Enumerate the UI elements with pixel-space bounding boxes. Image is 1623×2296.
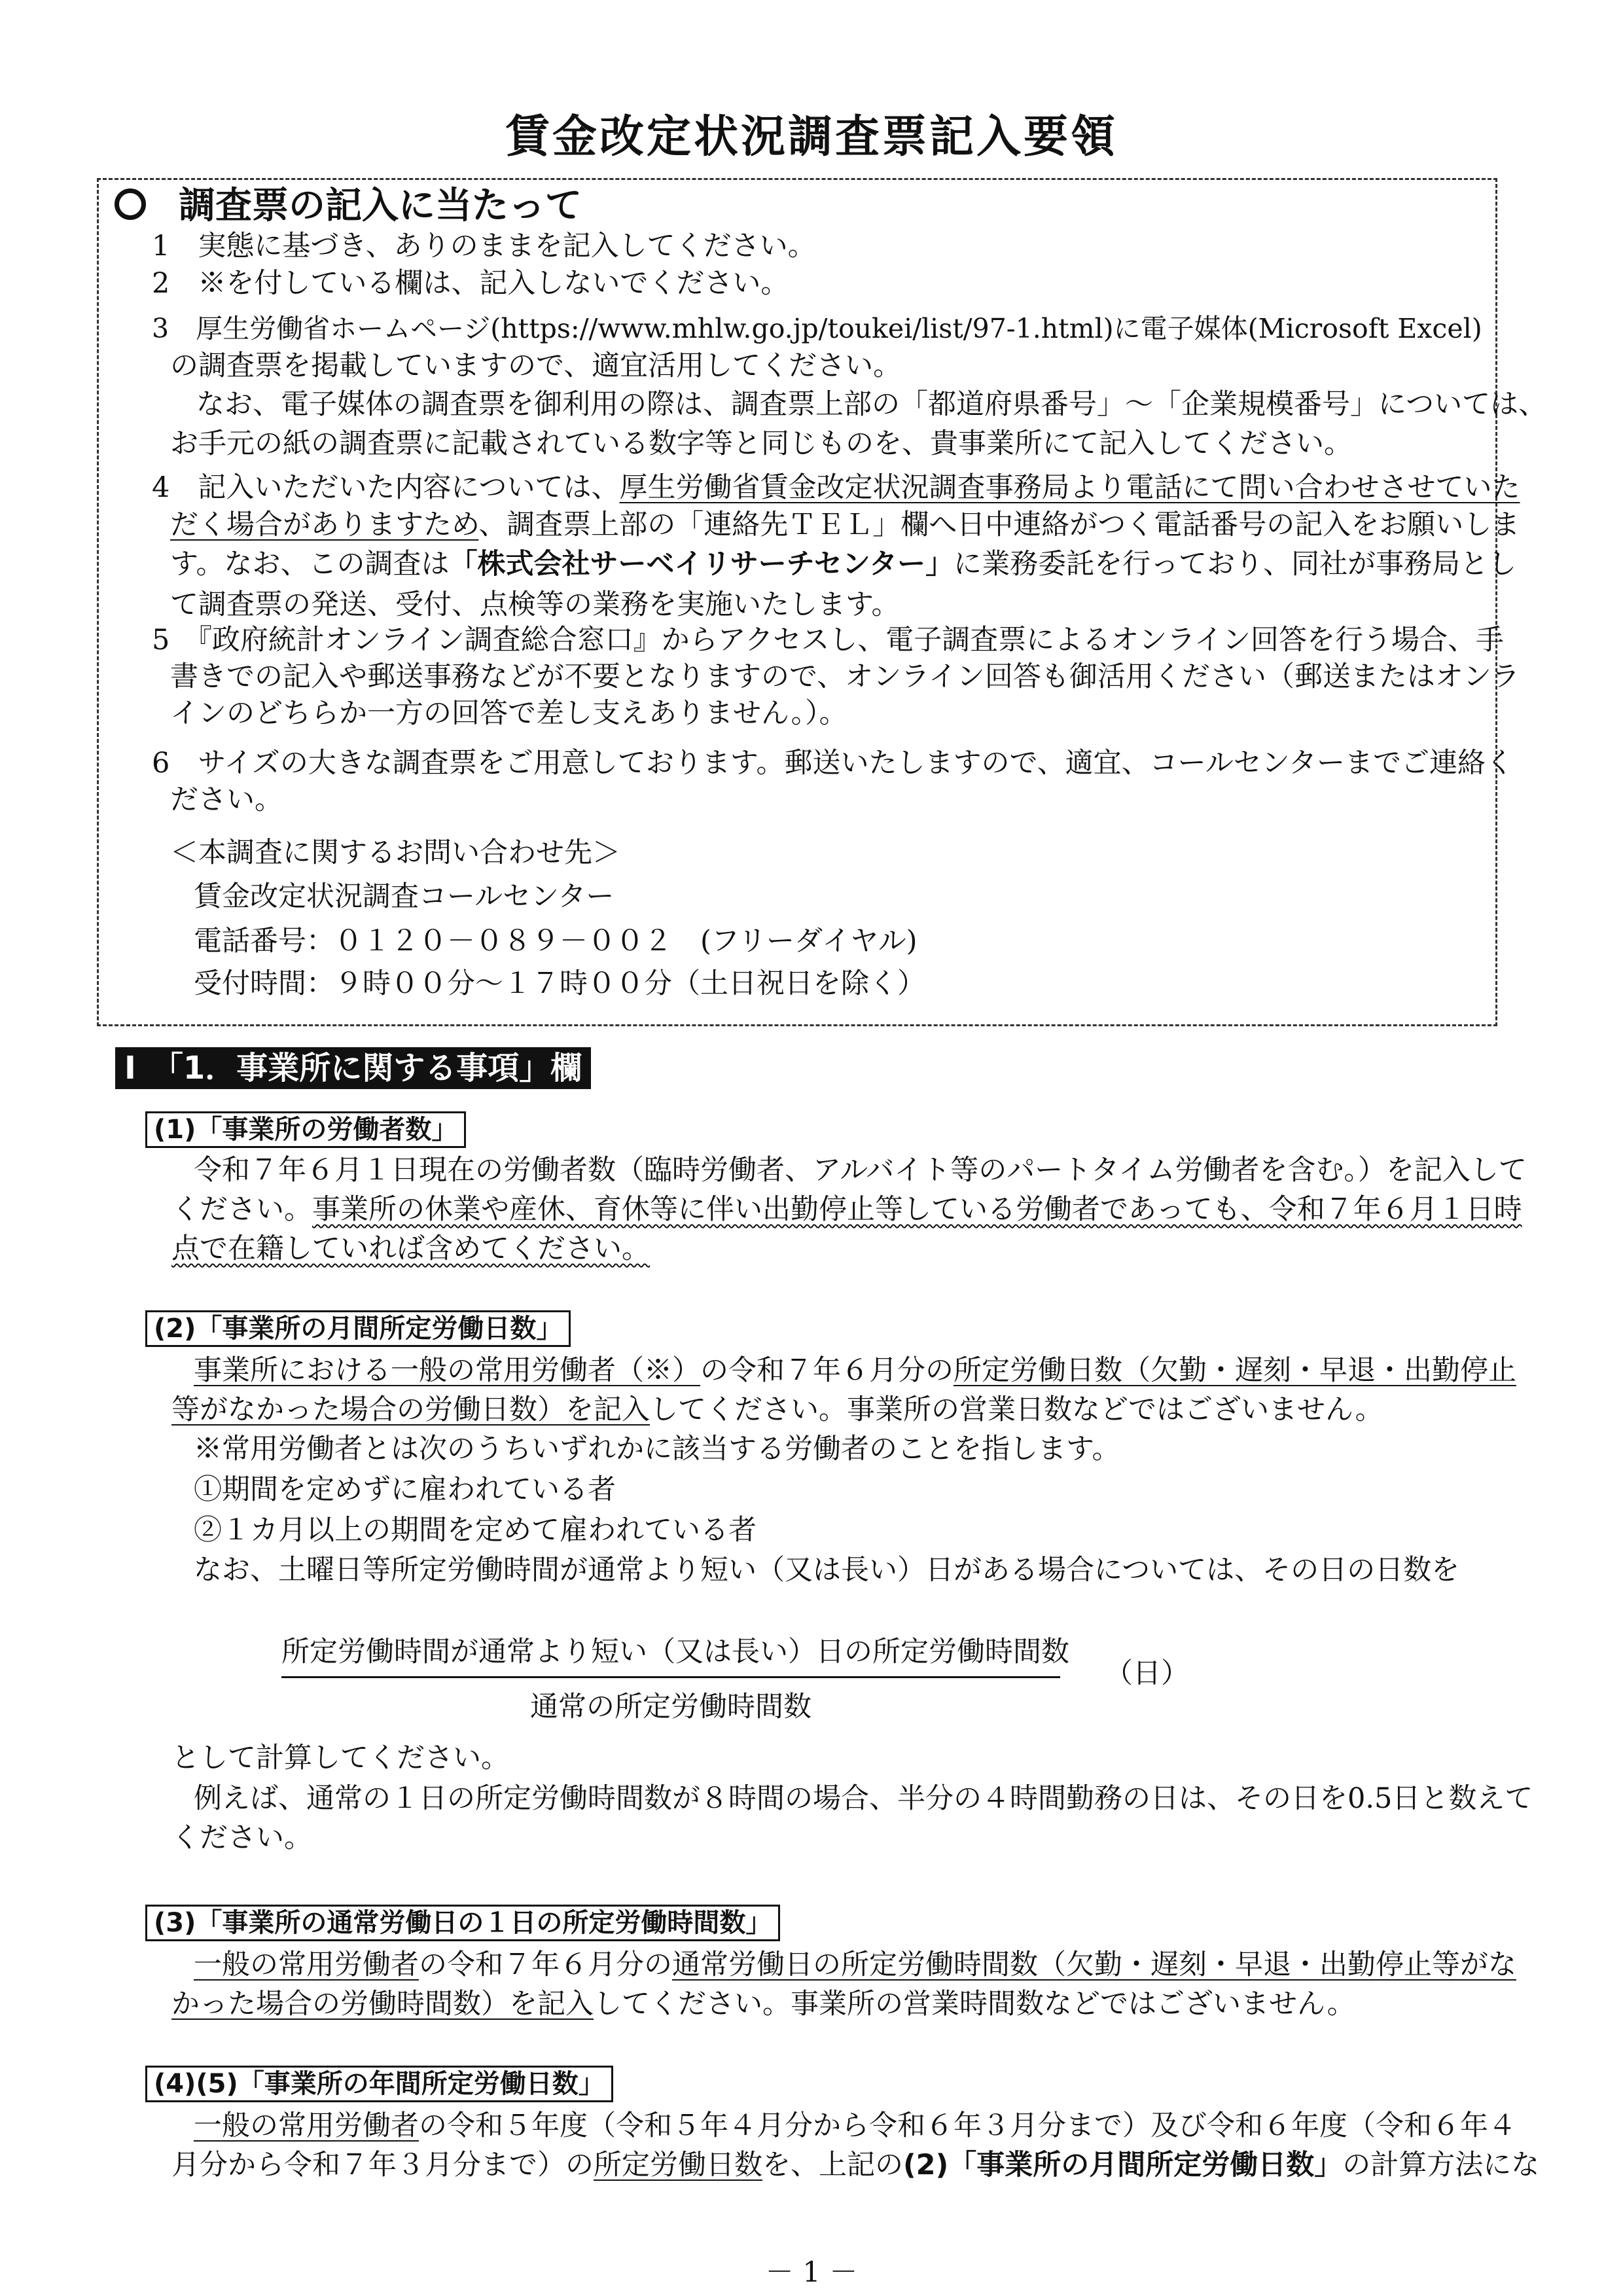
note-item-5-line-1: 5 『政府統計オンライン調査総合窓口』からアクセスし、電子調査票によるオンライン回答を行う場合、手 bbox=[152, 624, 1504, 656]
subsection-2-heading: (2)「事業所の月間所定労働日数」 bbox=[145, 1310, 571, 1347]
regular-worker-condition-2: ②１カ月以上の期間を定めて雇われている者 bbox=[194, 1514, 757, 1547]
subsection-3-line-2 bbox=[171, 1987, 1355, 2021]
regular-worker-condition-1: ①期間を定めずに雇われている者 bbox=[194, 1473, 616, 1506]
subsection-2-reference: (2)「事業所の月間所定労働日数」 bbox=[903, 2149, 1343, 2181]
note-item-6-line-2: ださい。 bbox=[170, 783, 283, 816]
note-item-4-text: す。なお、この調査は bbox=[170, 548, 450, 581]
saturday-note: なお、土曜日等所定労働時間が通常より短い（又は長い）日がある場合については、その日の日数を bbox=[194, 1554, 1460, 1587]
calculation-example-line-2: ください。 bbox=[171, 1821, 312, 1854]
subsection-3-text: の令和７年６月分の bbox=[419, 1948, 672, 1981]
subsection-1-emphasized-text: 事業所の休業や産休、育休等に伴い出勤停止等している労働者であっても、令和７年６月１日時 bbox=[312, 1193, 1522, 1226]
subsection-3-heading: (3)「事業所の通常労働日の１日の所定労働時間数」 bbox=[145, 1905, 780, 1941]
subsection-4-5-heading: (4)(5)「事業所の年間所定労働日数」 bbox=[145, 2066, 613, 2102]
subsection-2-text: してください。事業所の営業日数などではございません。 bbox=[650, 1393, 1383, 1426]
fraction-bar bbox=[281, 1676, 1060, 1678]
subsection-1-line-1: 令和７年６月１日現在の労働者数（臨時労働者、アルバイト等のパートタイム労働者を含む。）を記入して bbox=[194, 1154, 1527, 1187]
note-item-4-line-1 bbox=[152, 471, 1520, 505]
calculation-instruction: として計算してください。 bbox=[171, 1742, 509, 1774]
document-title: 賃金改定状況調査票記入要領 bbox=[505, 111, 1118, 163]
subsection-3-underlined-text: かった場合の労働時間数）を記入 bbox=[171, 1988, 594, 2020]
subsection-2-underlined-text: 事業所における一般の常用労働者（※） bbox=[194, 1354, 700, 1387]
subsection-4-5-text: を、上記の bbox=[762, 2149, 903, 2181]
note-item-4-line-2 bbox=[170, 508, 1520, 542]
subsection-2-underlined-text: 所定労働日数（欠勤・遅刻・早退・出勤停止 bbox=[954, 1354, 1516, 1387]
contact-heading: ＜本調査に関するお問い合わせ先＞ bbox=[170, 836, 620, 869]
subsection-2-underlined-text: 等がなかった場合の労働日数）を記入 bbox=[171, 1393, 650, 1426]
contact-hours: 受付時間：９時００分～１７時００分（土日祝日を除く） bbox=[194, 967, 925, 1000]
fraction-numerator: 所定労働時間が通常より短い（又は長い）日の所定労働時間数 bbox=[281, 1636, 1069, 1668]
note-item-4-underlined-text: 厚生労働省賃金改定状況調査事務局より電話にて問い合わせさせていた bbox=[619, 471, 1520, 504]
page-number: － 1 － bbox=[765, 2256, 858, 2289]
note-item-5-line-3: インのどちらか一方の回答で差し支えありません。）。 bbox=[170, 697, 847, 730]
subsection-3-line-1 bbox=[194, 1948, 1516, 1982]
note-item-5-line-2: 書きでの記入や郵送事務などが不要となりますので、オンライン回答も御活用ください（郵送またはオンラ bbox=[170, 660, 1520, 693]
calculation-fraction bbox=[281, 1630, 1069, 1725]
note-item-4-line-3 bbox=[170, 547, 1516, 581]
contact-name: 賃金改定状況調査コールセンター bbox=[194, 880, 615, 913]
fraction-unit: （日） bbox=[1105, 1657, 1189, 1690]
note-item-2: 2 ※を付している欄は、記入しないでください。 bbox=[152, 267, 789, 300]
subsection-1-text: ください。 bbox=[171, 1193, 312, 1226]
circle-mark-icon bbox=[115, 188, 146, 220]
subsection-4-5-underlined-text: 所定労働日数 bbox=[594, 2149, 762, 2181]
note-item-4-text: 4 記入いただいた内容については、 bbox=[152, 471, 620, 504]
note-item-3-line-2: の調査票を掲載していますので、適宜活用してください。 bbox=[170, 350, 902, 382]
notes-box-heading bbox=[115, 177, 582, 229]
section-heading: Ⅰ 「1．事業所に関する事項」欄 bbox=[115, 1047, 591, 1089]
note-item-3-line-3: なお、電子媒体の調査票を御利用の際は、調査票上部の「都道府県番号」～「企業規模番号」については、 bbox=[196, 388, 1547, 421]
subsection-3-underlined-text: 通常労働日の所定労働時間数（欠勤・遅刻・早退・出勤停止等がな bbox=[672, 1948, 1516, 1981]
regular-worker-note: ※常用労働者とは次のうちいずれかに該当する労働者のことを指します。 bbox=[194, 1433, 1120, 1465]
subsection-1-emphasized-text: 点で在籍していれば含めてください。 bbox=[171, 1232, 650, 1265]
subsection-4-5-line-2 bbox=[171, 2148, 1539, 2182]
notes-box-heading-text: 調査票の記入に当たって bbox=[179, 185, 582, 227]
note-item-6-line-1: 6 サイズの大きな調査票をご用意しております。郵送いたしますので、適宜、コールセンターまでご連絡く bbox=[152, 747, 1514, 780]
note-item-3-line-4: お手元の紙の調査票に記載されている数字等と同じものを、貴事業所にて記入してください。 bbox=[170, 427, 1352, 460]
subsection-1-line-2 bbox=[171, 1193, 1522, 1227]
subsection-4-5-underlined-text: 一般の常用労働者 bbox=[194, 2109, 419, 2142]
note-item-4-text: 、調査票上部の「連絡先ＴＥＬ」欄へ日中連絡がつく電話番号の記入をお願いしま bbox=[478, 509, 1520, 541]
subsection-2-line-2 bbox=[171, 1393, 1383, 1427]
note-item-4-line-4: て調査票の発送、受付、点検等の業務を実施いたします。 bbox=[170, 588, 900, 621]
contact-phone: 電話番号：０１２０－０８９－００２ (フリーダイヤル) bbox=[194, 925, 918, 958]
note-item-3-line-1: 3 厚生労働省ホームページ(https://www.mhlw.go.jp/toukei/list/97-1.html)に電子媒体(Microsoft Excel) bbox=[152, 313, 1482, 344]
subsection-2-text: の令和７年６月分の bbox=[700, 1354, 954, 1387]
subsection-4-5-text: の計算方法にな bbox=[1342, 2149, 1540, 2181]
contractor-name: 「株式会社サーベイリサーチセンター」 bbox=[449, 548, 954, 581]
subsection-1-line-3 bbox=[171, 1232, 650, 1266]
note-item-1: 1 実態に基づき、ありのままを記入してください。 bbox=[152, 230, 816, 262]
calculation-example-line-1: 例えば、通常の１日の所定労働時間数が８時間の場合、半分の４時間勤務の日は、その日を0.5日と数えて bbox=[194, 1782, 1533, 1815]
subsection-4-5-text: の令和５年度（令和５年４月分から令和６年３月分まで）及び令和６年度（令和６年４ bbox=[419, 2109, 1516, 2142]
note-item-4-text: に業務委託を行っており、同社が事務局とし bbox=[954, 548, 1517, 581]
subsection-4-5-text: 月分から令和７年３月分まで）の bbox=[171, 2149, 594, 2181]
subsection-2-line-1 bbox=[194, 1354, 1516, 1388]
subsection-3-underlined-text: 一般の常用労働者 bbox=[194, 1948, 419, 1981]
subsection-3-text: してください。事業所の営業時間数などではございません。 bbox=[594, 1988, 1355, 2020]
fraction-denominator: 通常の所定労働時間数 bbox=[530, 1691, 812, 1723]
subsection-1-heading: (1)「事業所の労働者数」 bbox=[145, 1111, 466, 1148]
subsection-4-5-line-1 bbox=[194, 2109, 1516, 2143]
note-item-4-underlined-text: だく場合がありますため bbox=[170, 509, 479, 541]
